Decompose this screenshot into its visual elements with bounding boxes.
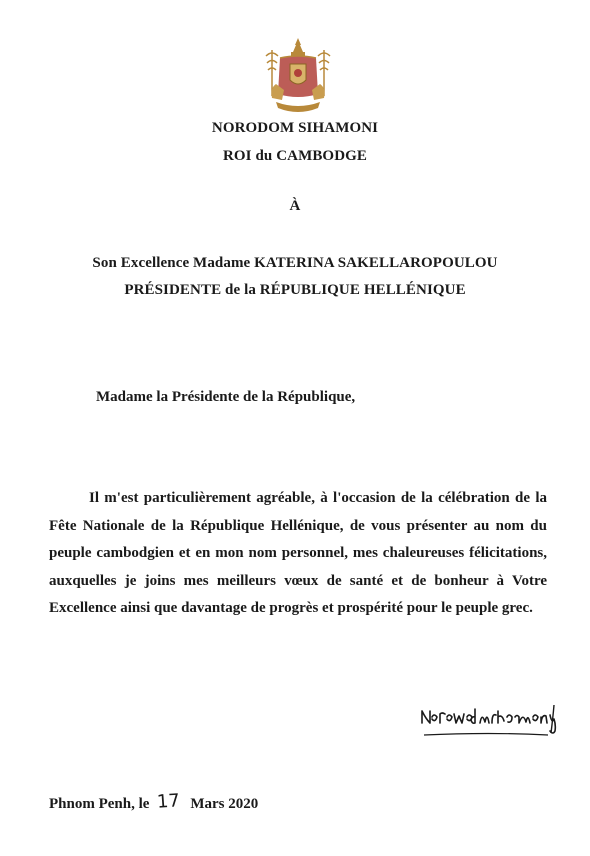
recipient-line-1: Son Excellence Madame KATERINA SAKELLAROPOULOU (92, 255, 498, 271)
royal-emblem-icon (262, 36, 334, 118)
place-prefix: Phnom Penh, le (49, 796, 150, 812)
closing-line (49, 792, 258, 813)
signature-icon (420, 697, 568, 739)
salutation: Madame la Présidente de la République, (96, 389, 356, 405)
to-marker: À (289, 198, 301, 214)
month-year: Mars 2020 (190, 796, 259, 812)
handwritten-day: 17 (156, 790, 181, 813)
sender-name: NORODOM SIHAMONI (211, 120, 379, 136)
recipient-line-2: PRÉSIDENTE de la RÉPUBLIQUE HELLÉNIQUE (124, 282, 466, 298)
letter-body-text: Il m'est particulièrement agréable, à l'occasion de la célébration de la Fête Nationale de la République Hellénique, de vous présenter au nom du peuple cambodgien et en mon nom personnel, mes chaleureuses félicitations, auxquelles je joins mes meilleurs vœux de santé et de bonheur à Votre Excellence ainsi que davantage de progrès et prospérité pour le peuple grec. (49, 490, 547, 616)
sender-title: ROI du CAMBODGE (222, 148, 368, 164)
letter-body (49, 485, 547, 623)
